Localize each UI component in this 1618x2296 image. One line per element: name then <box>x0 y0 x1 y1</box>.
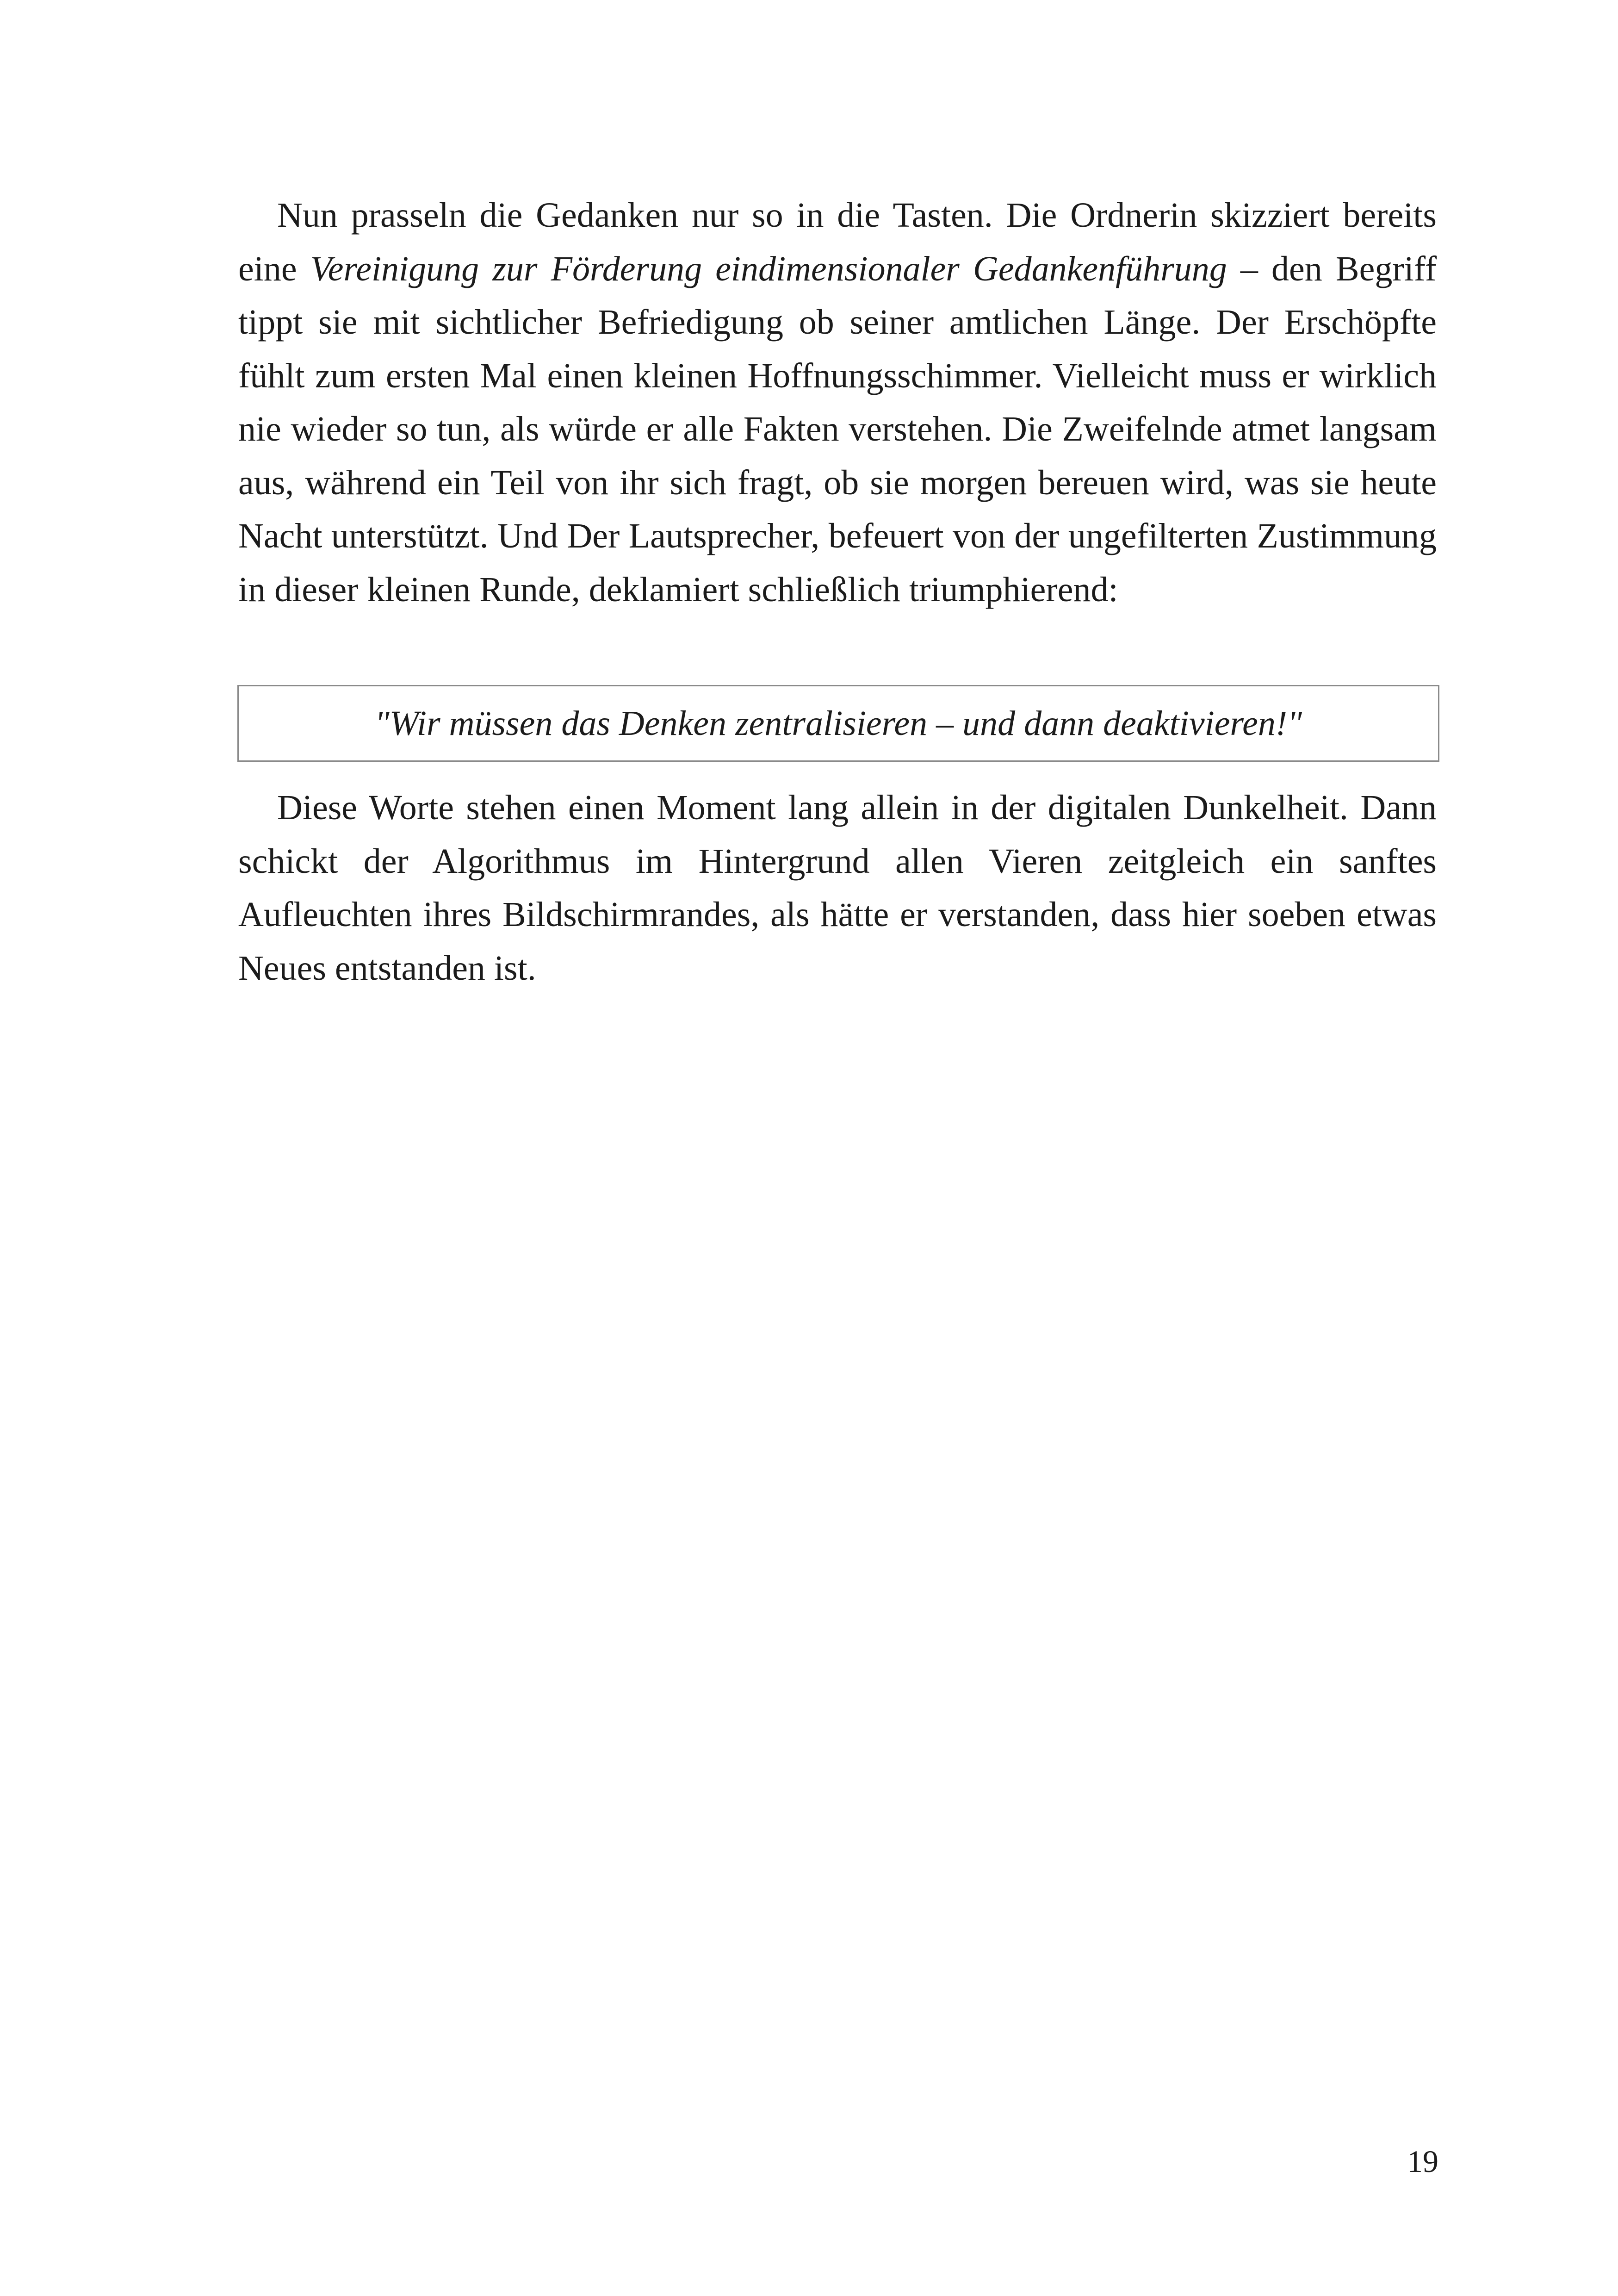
organization-name-emphasis: Vereinigung zur Förderung eindimensionaler Gedankenführung <box>310 249 1227 288</box>
paragraph-text <box>238 189 1437 616</box>
body-paragraph-1 <box>238 189 1437 616</box>
quote-box <box>237 685 1439 762</box>
quote-text: "Wir müssen das Denken zentralisieren – und dann deaktivieren!" <box>374 703 1302 743</box>
page-number: 19 <box>1407 2144 1438 2179</box>
paragraph-text-start: Nun prasseln die Gedanken nur so in die Tasten. Die Ordnerin skizziert bereits eine <box>238 196 1437 288</box>
paragraph-text: Diese Worte stehen einen Moment lang allein in der digitalen Dunkelheit. Dann schickt der Algorithmus im Hintergrund allen Vieren zeitgleich ein sanftes Aufleuchten ihres Bildschirmrandes, als hätte er verstanden, dass hier soeben etwas Neues entstanden ist. <box>238 788 1437 988</box>
body-paragraph-2 <box>238 781 1437 995</box>
paragraph-text-end: – den Begriff tippt sie mit sichtlicher Befriedigung ob seiner amtlichen Länge. Der Erschöpfte fühlt zum ersten Mal einen kleinen Hoffnungsschimmer. Vielleicht muss er wirklich nie wieder so tun, als würde er alle Fakten verstehen. Die Zweifelnde atmet langsam aus, während ein Teil von ihr sich fragt, ob sie morgen bereuen wird, was sie heute Nacht unterstützt. Und Der Lautsprecher, befeuert von der ungefilterten Zustimmung in dieser kleinen Runde, deklamiert schließlich triumphierend: <box>238 249 1437 609</box>
